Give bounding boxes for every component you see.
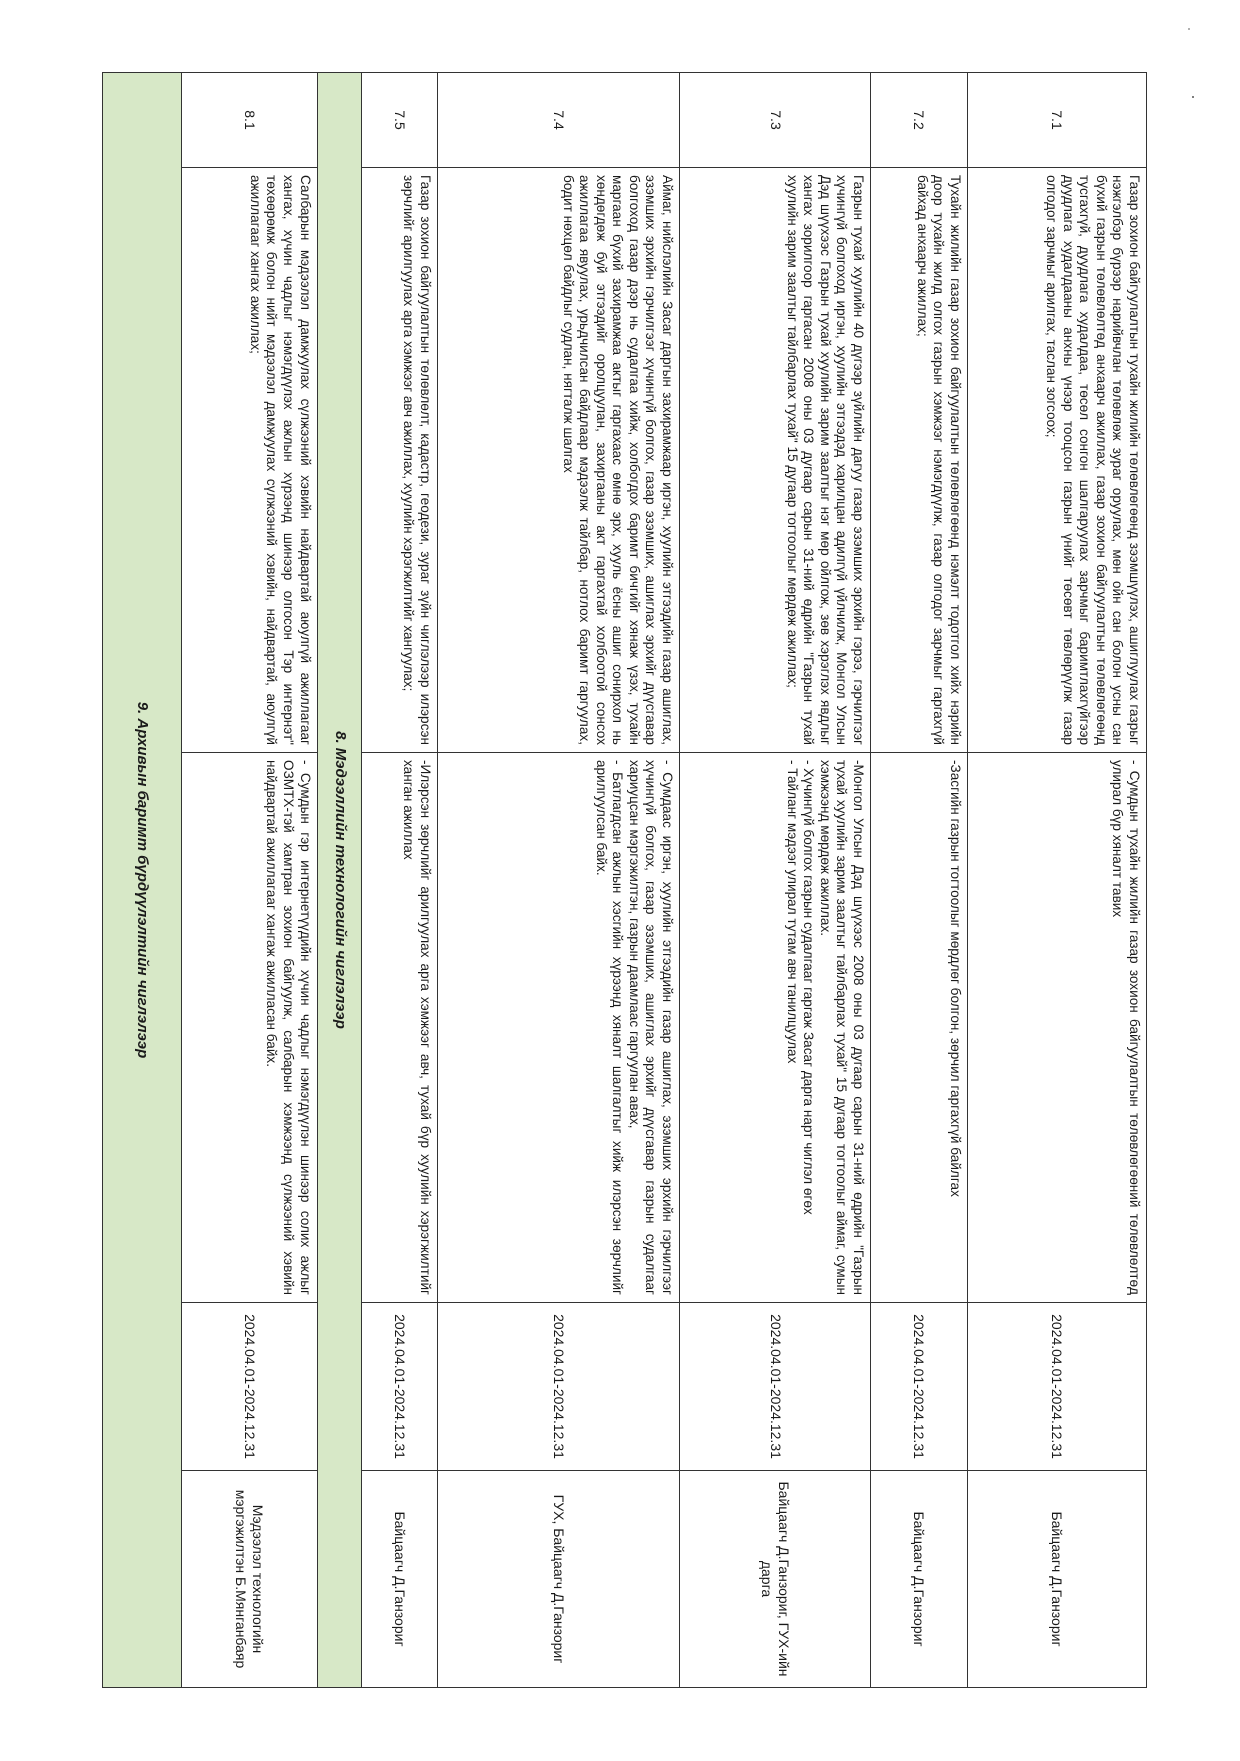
responsible-person: ГУХ, Байцаагч Д.Ганзориг (437, 1471, 679, 1688)
responsible-person: Байцаагч Д.Ганзориг (362, 1471, 438, 1688)
period-date: 2024.04.01-2024.12.31 (362, 1303, 438, 1471)
responsible-person: Байцаагч Д.Ганзориг (967, 1471, 1146, 1688)
action-line: - Тайланг мэдээг улирал тутам авч танилцуулах (784, 760, 800, 1064)
section-9-heading: 9. Архивын баримт бүрдүүлэлтийн чиглэлээр (103, 73, 182, 1688)
action-cell (967, 753, 1146, 1303)
task-text: Аймаг, нийслэлийн Засаг даргын захирамжаар иргэн, хуулийн этгээдийн газар ашиглах, эзэмших эрхийн гэрчилгээг хүчингүй болгох, газар эзэмших, ашиглах эрхийг дүүсгавар болгоход газар дээр нь судалгаа хийж, холбогдох баримт бичгийг хянаж үзэх, тухайн маргаан бүхий захирамжаа актыг гаргахаас өмнө эрх, хууль ёсны ашиг сонирхол нь хөндөгдөж буй этгээдийг оролцуулан, захиргааны акт гаргахтай холбоотой сонсох ажиллагаа явуулах, урьдчилсан байдлаар мэдээлж тайлбар, нотлох баримт гаргуулах, бодит нөхцөл байдлыг судлан, нягталж шалгах (437, 168, 679, 753)
action-line: -Засгийн газрын тогтоолыг мөрдлөг болгон, зөрчил гаргахгүй байлгах (947, 760, 963, 1197)
responsible-person: Мэдээлэл технологийн мэргэжилтэн Б.Мянганбаяр (181, 1471, 317, 1688)
scan-speck (1192, 96, 1194, 98)
action-cell (437, 753, 679, 1303)
scan-speck (1188, 28, 1190, 30)
action-cell (870, 753, 967, 1303)
action-line: - Хүчингүй болгох газрын судалгааг гаргаж Засаг дарга нарт чиглэл өгөх (801, 760, 817, 1215)
action-line: - Сумдын гэр интернетүүдийн хүчин чадлыг нэмэгдүүлэн шинээр солих ажлыг ОЗМТХ-тэй хамтран зохион байгуулж, салбарын хэмжээнд сүлжээний хэвийн найдвартай ажиллагааг хангаж ажилласан байх. (264, 760, 313, 1295)
action-line: - Сумдын тухайн жилийн газар зохион байгуулалтын төлөвлөгөөний төлөвлөлтөд улирал бүр хяналт тавих (1110, 760, 1142, 1295)
action-line: - Сумдаас иргэн, хуулийн этгээдийн газар ашиглах, эзэмших эрхийн гэрчилгээг хүчингүй болгох, газар эзэмших, ашиглах эрхийг дүүсгавар газрын судалгааг хариуцсан мэргэжилтэн, газрын даамлаас гаргуулан авах, (626, 760, 675, 1295)
period-date: 2024.04.01-2024.12.31 (437, 1303, 679, 1471)
table-row (870, 73, 967, 1688)
action-cell (362, 753, 438, 1303)
responsible-person: Байцаагч Д.Ганзориг (870, 1471, 967, 1688)
row-number: 7.5 (362, 73, 438, 168)
section-heading-row (103, 73, 182, 1688)
task-text: Газрын тухай хуулийн 40 дүгээр зүйлийн дагуу газар эзэмших эрхийн гэрээ, гэрчилгээг хүчингүй болгоход иргэн, хуулийн этгээдэд харилцан адилгүй үйлчилж, Монгол Улсын Дэд шүүхээс Газрын тухай хуулийн зарим заалтыг нэг мөр ойлгож, зөв хэрэглэх явдлыг хангах зорилгоор гаргасан 2008 оны 03 дугаар сарын 31-ний өдрийн "Газрын тухай хуулийн зарим заалтыг тайлбарлах тухай" 15 дугаар тогтоолыг мөрдөж ажиллах; (679, 168, 870, 753)
row-number: 7.4 (437, 73, 679, 168)
action-cell (181, 753, 317, 1303)
action-cell (679, 753, 870, 1303)
task-text: Газар зохион байгуулалтын төлөвлөлт, кадастр, геодези, зураг зүйн чиглэлээр илэрсэн зөрчлийг арилгуулах арга хэмжээг авч ажиллах, хуулийн хэрэгжилтийг хангуулах; (362, 168, 438, 753)
task-text: Тухайн жилийн газар зохион байгуулалтын төлөвлөгөөнд нэмэлт тодотгол хийх нэрийн доор тухайн жилд олгох газрын хэмжээг нэмэгдүүлж, газар олгодог зарчмыг гаргахгүй байхад анхаарч ажиллах; (870, 168, 967, 753)
table-row (437, 73, 679, 1688)
row-number: 8.1 (181, 73, 317, 168)
task-text: Салбарын мэдээлэл дамжуулах сүлжээний хэвийн найдвартай аюулгүй ажиллагааг хангах, хүчин чадлыг нэмэгдүүлэх ажлын хүрээнд шинээр олгосон Тэр интернэт" төхөөрөмж болон нийт мэдээлэл дамжуулах сүлжээний хэвийн, найдвартай, аюулгүй ажиллагааг хангах ажиллах; (181, 168, 317, 753)
action-line: -Илэрсэн зөрчлийг арилгуулах арга хэмжээг авч, тухай бүр хуулийн хэрэгжилтийг ханган ажиллах (401, 760, 433, 1295)
plan-table (102, 72, 1147, 1688)
table-body-top (103, 73, 1147, 1688)
row-number: 7.2 (870, 73, 967, 168)
action-line: - Батлагдсан ажлын хэсгийн хүрээнд хяналт шалгалтыг хийж илэрсэн зөрчлийг арилгуулсан байх. (593, 760, 626, 1295)
table-row (181, 73, 317, 1688)
action-line: -Монгол Улсын Дэд шүүхээс 2008 оны 03 дугаар сарын 31-ний өдрийн "Газрын тухай хуулийн зарим заалтыг тайлбарлах тухай" 15 дугаар тогтоолыг аймаг, сумын хэмжээнд мөрдөж ажиллах. (817, 760, 866, 1295)
row-number: 7.3 (679, 73, 870, 168)
task-text: Газар зохион байгуулалтын тухайн жилийн төлөвлөгөөнд зээмшүүлэх, ашиглуулах газрыг нэжгэлбэр бүрээр нарийвчлан төлөвлөж зураг оруулах, мөн ойн сан болон усны сан бүхий газрын төлөвлөлтөд анхаарч ажиллах, газар зохион байгуулалтын төлөвлөгөөнд тусгахгүй, дуудлага худалдаа, төсөл сонгон шалгаруулах зарчмыг баримтлахгүйгээр дуудлага худалдааны анхны үнээр тооцсон газрын үнийг төсөвт төвлөрүүлж газар олгодог зарчмыг арилгах, таслан зогсоох; (967, 168, 1146, 753)
period-date: 2024.04.01-2024.12.31 (870, 1303, 967, 1471)
row-number: 7.1 (967, 73, 1146, 168)
period-date: 2024.04.01-2024.12.31 (679, 1303, 870, 1471)
section-heading-row (317, 73, 361, 1688)
responsible-person: Байцаагч Д.Ганзориг, ГУХ-ийн дарга (679, 1471, 870, 1688)
table-row (362, 73, 438, 1688)
section-8-heading: 8. Мэдээллийн технологийн чиглэлээр (317, 73, 361, 1688)
rotated-table-wrapper (102, 72, 1147, 1687)
period-date: 2024.04.01-2024.12.31 (967, 1303, 1146, 1471)
table-row (679, 73, 870, 1688)
period-date: 2024.04.01-2024.12.31 (181, 1303, 317, 1471)
table-row (967, 73, 1146, 1688)
